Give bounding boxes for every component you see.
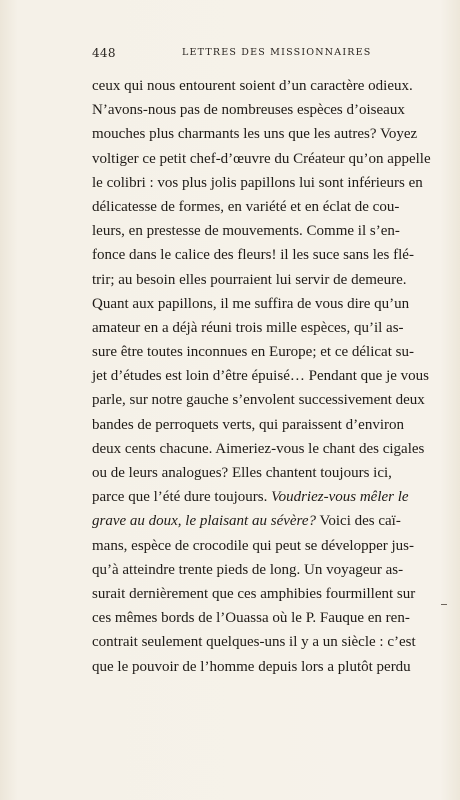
text-segment: Voici des caï- [319,513,401,530]
text-line: que le pouvoir de l’homme depuis lors a plutôt perdu [92,658,411,675]
text-line: délicatesse de formes, en variété et en éclat de cou- [92,198,400,215]
text-line: jet d’études est loin d’être épuisé… Pendant que je vous [92,368,429,385]
text-line: parle, sur notre gauche s’envolent successivement deux [92,392,425,409]
body-text [92,74,431,679]
page-number: 448 [92,46,116,60]
text-line: sure être toutes inconnues en Europe; et ce délicat su- [92,344,414,361]
text-line: bandes de perroquets verts, qui paraissent d’environ [92,416,404,433]
page-header [92,46,374,62]
italic-segment: Voudriez-vous mêler le [271,489,409,506]
margin-mark [441,604,447,605]
text-line: fonce dans le calice des fleurs! il les suce sans les flé- [92,247,414,264]
text-line: ceux qui nous entourent soient d’un caractère odieux. [92,78,413,94]
text-line: voltiger ce petit chef-d’œuvre du Créateur qu’on appelle [92,150,431,167]
text-line: trir; au besoin elles pourraient lui servir de demeure. [92,271,407,288]
text-line: leurs, en prestesse de mouvements. Comme il s’en- [92,223,400,240]
text-line-mixed [92,509,401,533]
text-line: le colibri : vos plus jolis papillons lui sont inférieurs en [92,174,423,191]
text-line: deux cents chacune. Aimeriez-vous le chant des cigales [92,440,425,457]
text-line: mouches plus charmants les uns que les autres? Voyez [92,126,418,143]
text-line: ces mêmes bords de l’Ouassa où le P. Fauque en ren- [92,610,410,627]
text-line: Quant aux papillons, il me suffira de vous dire qu’un [92,295,410,312]
text-line: amateur en a déjà réuni trois mille espèces, qu’il as- [92,319,404,336]
text-line: contrait seulement quelques-uns il y a un siècle : c’est [92,634,416,651]
text-segment: parce que l’été dure toujours. [92,489,268,506]
text-line-mixed [92,485,409,509]
running-title: LETTRES DES MISSIONNAIRES [182,47,372,58]
text-line: ou de leurs analogues? Elles chantent toujours ici, [92,465,392,481]
text-line: qu’à atteindre trente pieds de long. Un voyageur as- [92,561,404,578]
text-line: surait dernièrement que ces amphibies fourmillent sur [92,585,416,602]
italic-segment: grave au doux, le plaisant au sévère? [92,513,316,530]
text-line: mans, espèce de crocodile qui peut se développer jus- [92,537,414,554]
text-line: N’avons-nous pas de nombreuses espèces d’oiseaux [92,102,405,119]
